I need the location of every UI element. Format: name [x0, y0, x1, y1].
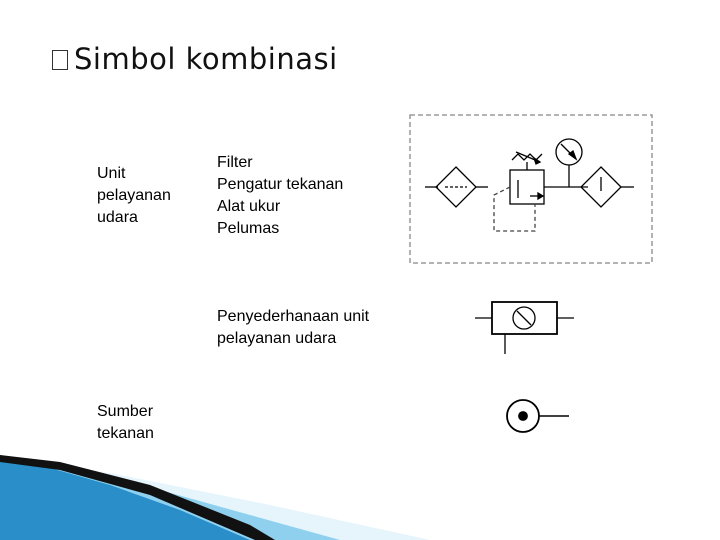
- label-simplified-unit: Penyederhanaan unit pelayanan udara: [217, 308, 370, 347]
- slide-title-text: Simbol kombinasi: [74, 42, 338, 76]
- simplified-needle: [517, 311, 531, 325]
- label-component-list: Filter Pengatur tekanan Alat ukur Pelumas: [217, 154, 344, 237]
- pilot-line: [494, 187, 535, 231]
- decorative-swoosh: [0, 455, 430, 540]
- label-sumber-tekanan: Sumber tekanan: [97, 403, 154, 442]
- fru-dashed-border: [410, 115, 652, 263]
- pressure-source-symbol: [507, 400, 569, 432]
- fru-simplified-symbol: [475, 302, 574, 354]
- label-unit-pelayanan-udara: Unit pelayanan udara: [97, 165, 171, 226]
- fru-full-symbol: [410, 115, 652, 263]
- source-dot: [519, 412, 527, 420]
- regulator-arrow-tip: [538, 193, 543, 199]
